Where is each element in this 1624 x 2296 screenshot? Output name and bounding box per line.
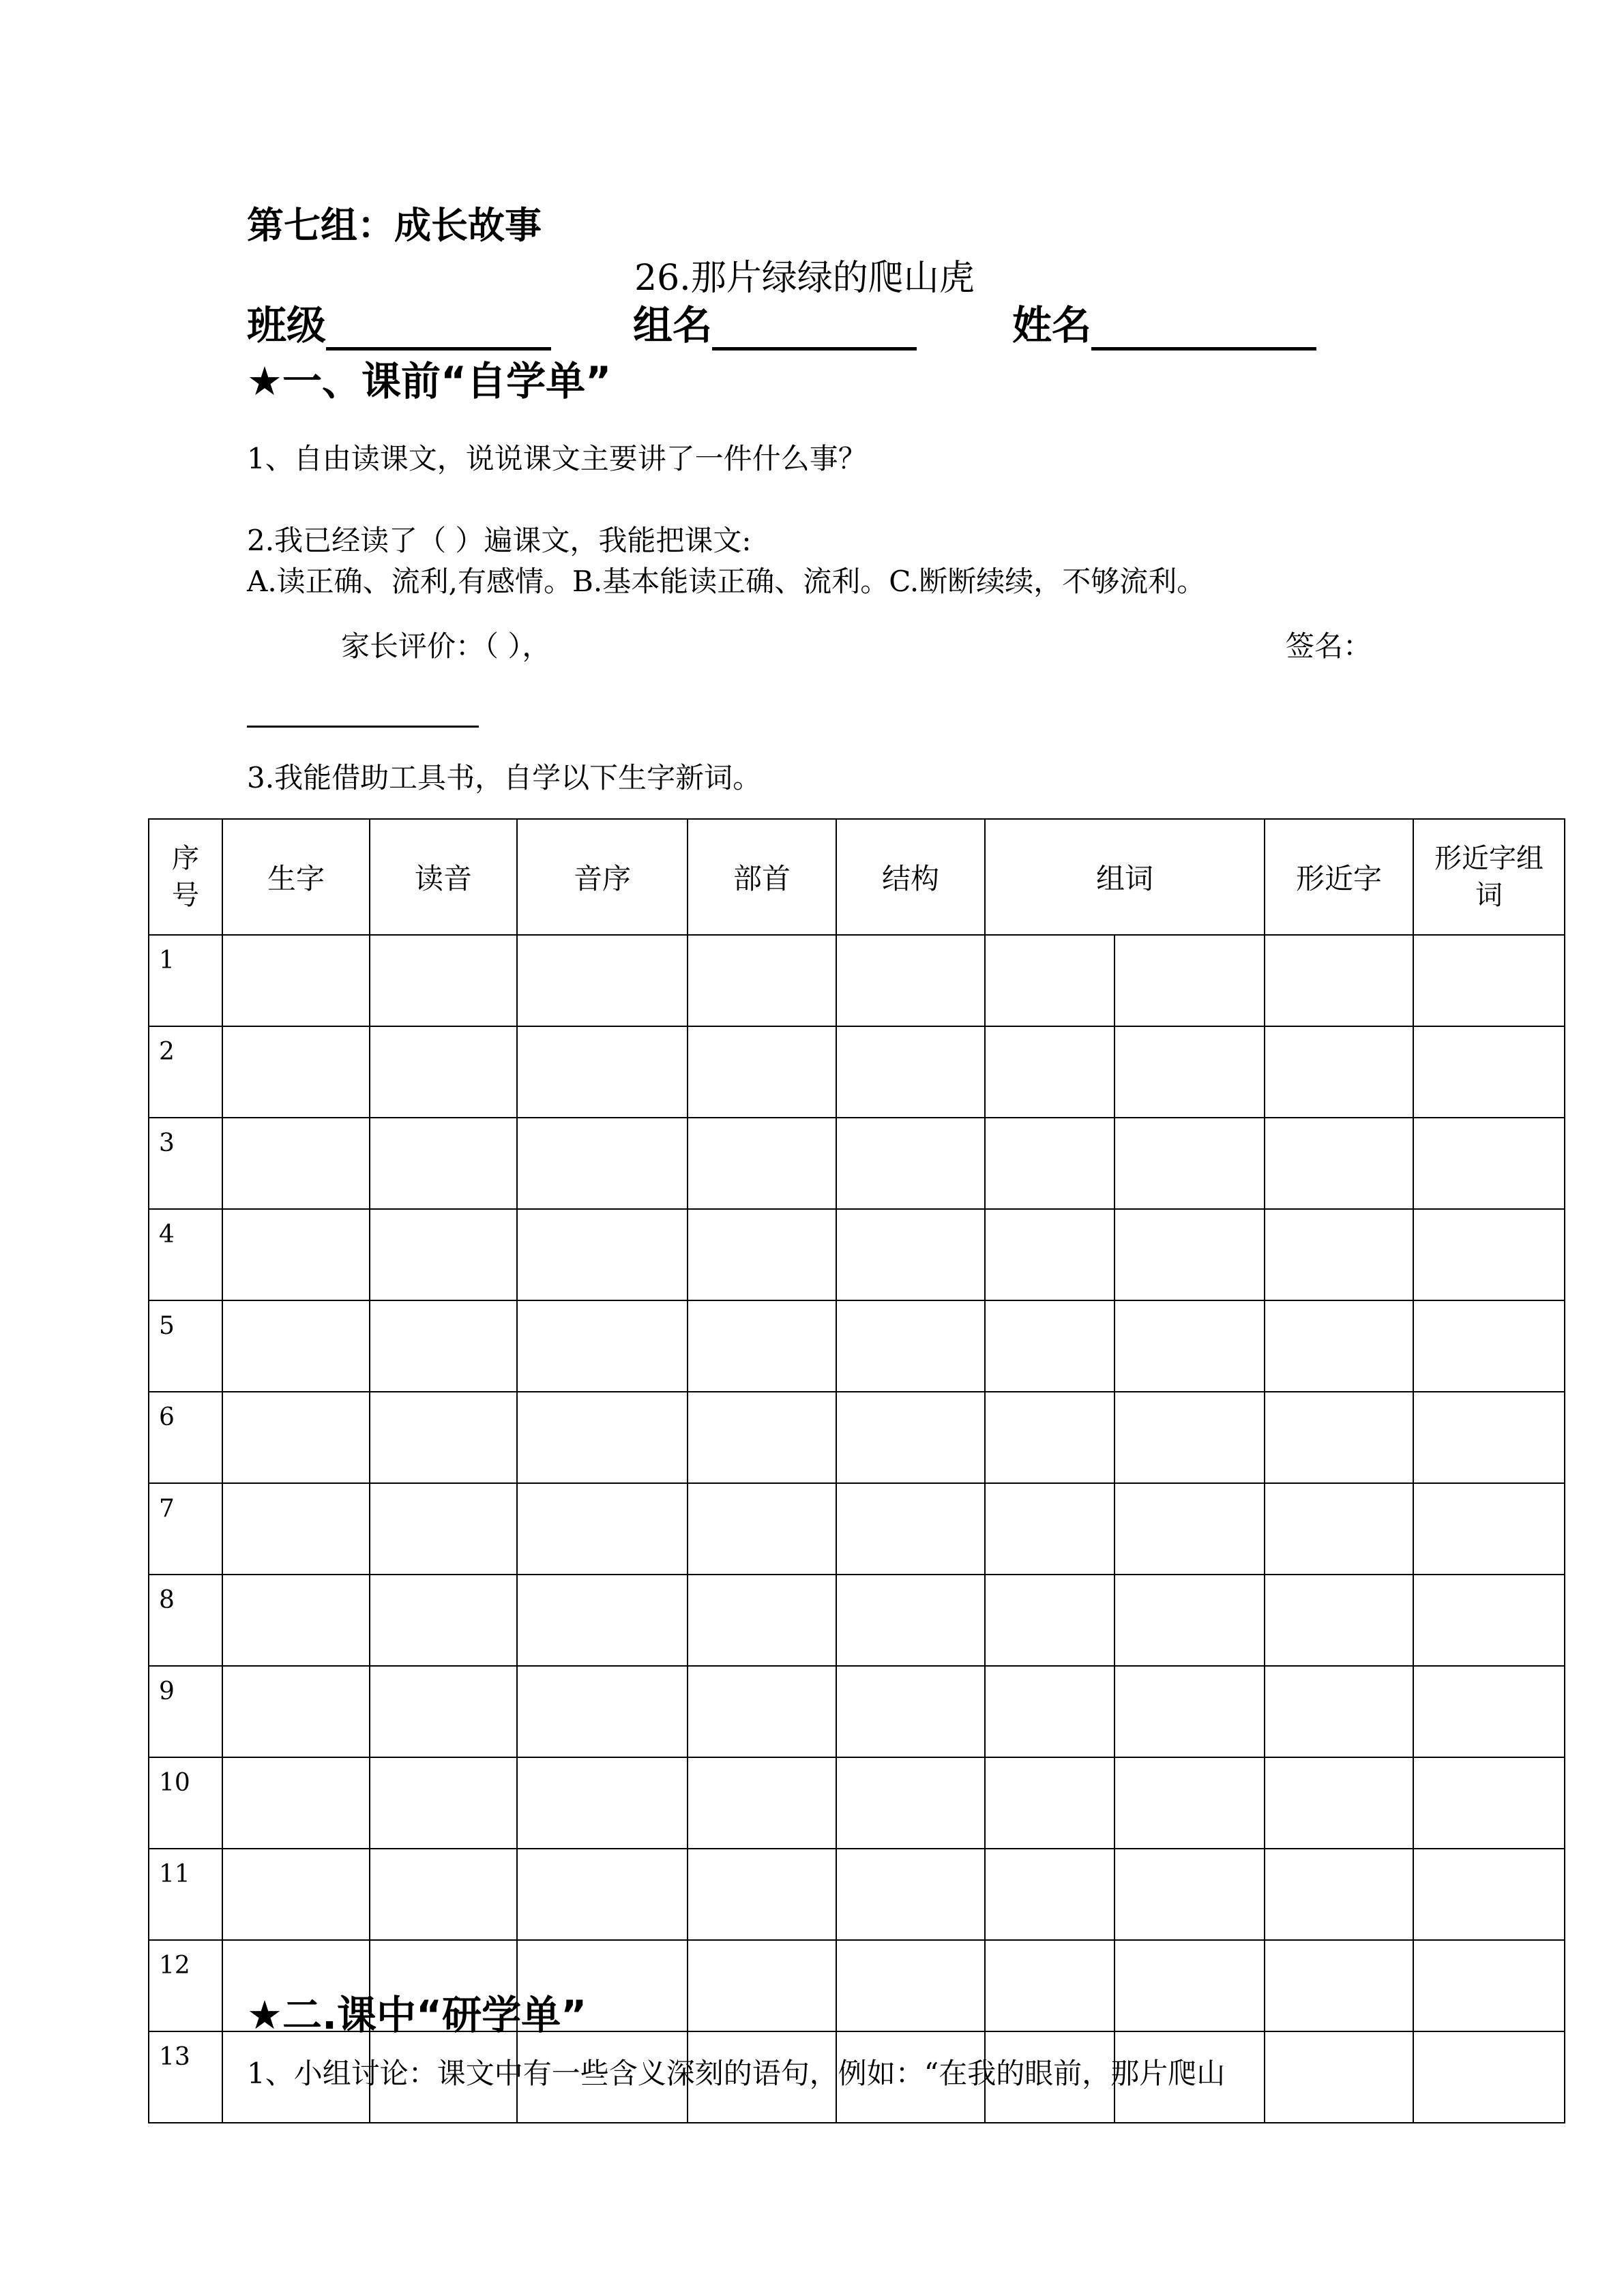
table-cell[interactable] — [1413, 2031, 1565, 2123]
table-cell[interactable] — [1413, 1940, 1565, 2031]
table-cell[interactable] — [1413, 1118, 1565, 1209]
table-cell[interactable] — [517, 1849, 688, 1940]
table-cell[interactable] — [1114, 1940, 1265, 2031]
table-cell[interactable] — [688, 1666, 836, 1757]
team-label: 组名 — [633, 302, 713, 348]
table-cell[interactable] — [1114, 1209, 1265, 1300]
table-cell[interactable] — [370, 1118, 517, 1209]
question-2: 2.我已经读了（ ）遍课文，我能把课文: — [247, 524, 752, 557]
table-cell[interactable] — [370, 1575, 517, 1666]
table-cell[interactable] — [836, 1483, 985, 1575]
table-cell[interactable] — [836, 1849, 985, 1940]
table-cell[interactable] — [985, 1575, 1114, 1666]
row-index: 5 — [149, 1300, 222, 1392]
table-cell[interactable] — [1114, 1300, 1265, 1392]
table-cell[interactable] — [836, 1026, 985, 1118]
unit-title: 第七组：成长故事 — [247, 204, 542, 247]
table-cell[interactable] — [222, 1118, 370, 1209]
row-index: 9 — [149, 1666, 222, 1757]
table-cell[interactable] — [517, 1392, 688, 1483]
table-row — [149, 1849, 1565, 1940]
table-cell[interactable] — [222, 1026, 370, 1118]
table-cell[interactable] — [1413, 1483, 1565, 1575]
table-cell[interactable] — [222, 1209, 370, 1300]
table-cell[interactable] — [985, 1666, 1114, 1757]
table-cell[interactable] — [836, 1940, 985, 2031]
table-cell[interactable] — [1413, 1300, 1565, 1392]
table-row — [149, 1118, 1565, 1209]
table-cell[interactable] — [688, 1209, 836, 1300]
class-field[interactable] — [247, 293, 551, 351]
table-cell[interactable] — [688, 1757, 836, 1849]
table-cell[interactable] — [517, 1757, 688, 1849]
table-cell[interactable] — [1114, 1118, 1265, 1209]
table-row — [149, 1392, 1565, 1483]
table-cell[interactable] — [1413, 1026, 1565, 1118]
table-cell[interactable] — [1265, 935, 1413, 1026]
table-cell[interactable] — [222, 1757, 370, 1849]
table-cell[interactable] — [1265, 1118, 1413, 1209]
table-cell[interactable] — [222, 1666, 370, 1757]
table-row — [149, 1757, 1565, 1849]
table-cell[interactable] — [1413, 1849, 1565, 1940]
table-cell[interactable] — [222, 1849, 370, 1940]
question-2-options: A.读正确、流利,有感情。B.基本能读正确、流利。C.断断续续，不够流利。 — [247, 565, 1206, 598]
header-pronunciation: 读音 — [370, 819, 517, 935]
table-cell[interactable] — [688, 1940, 836, 2031]
team-field[interactable] — [633, 293, 917, 351]
section2-heading: ★二.课中“研学单” — [247, 1992, 587, 2038]
header-phonetic-order: 音序 — [517, 819, 688, 935]
row-index: 11 — [149, 1849, 222, 1940]
table-cell[interactable] — [836, 1666, 985, 1757]
row-index: 12 — [149, 1940, 222, 2031]
table-cell[interactable] — [985, 1849, 1114, 1940]
lesson-title: 26.那片绿绿的爬山虎 — [634, 258, 975, 299]
table-cell[interactable] — [985, 935, 1114, 1026]
table-cell[interactable] — [1265, 1392, 1413, 1483]
row-index: 1 — [149, 935, 222, 1026]
table-cell[interactable] — [688, 1392, 836, 1483]
header-radical: 部首 — [688, 819, 836, 935]
table-cell[interactable] — [222, 1575, 370, 1666]
table-cell[interactable] — [1114, 1757, 1265, 1849]
table-cell[interactable] — [836, 1757, 985, 1849]
table-cell[interactable] — [688, 935, 836, 1026]
table-row — [149, 1575, 1565, 1666]
table-cell[interactable] — [688, 1118, 836, 1209]
student-info-row — [247, 293, 1316, 351]
header-index: 序号 — [149, 819, 222, 935]
table-cell[interactable] — [836, 1209, 985, 1300]
table-cell[interactable] — [370, 1209, 517, 1300]
name-label: 姓名 — [1012, 302, 1092, 348]
table-cell[interactable] — [1265, 1300, 1413, 1392]
table-cell[interactable] — [985, 1392, 1114, 1483]
row-index: 4 — [149, 1209, 222, 1300]
header-similar-character: 形近字 — [1265, 819, 1413, 935]
table-cell[interactable] — [1114, 1849, 1265, 1940]
table-cell[interactable] — [1265, 1575, 1413, 1666]
table-cell[interactable] — [370, 1026, 517, 1118]
question-1: 1、自由读课文，说说课文主要讲了一件什么事？ — [247, 442, 867, 475]
table-cell[interactable] — [1413, 1392, 1565, 1483]
table-cell[interactable] — [688, 1575, 836, 1666]
table-cell[interactable] — [1114, 1666, 1265, 1757]
table-cell[interactable] — [985, 1300, 1114, 1392]
row-index: 6 — [149, 1392, 222, 1483]
table-cell[interactable] — [985, 1118, 1114, 1209]
table-cell[interactable] — [985, 1209, 1114, 1300]
table-cell[interactable] — [985, 1757, 1114, 1849]
row-index: 13 — [149, 2031, 222, 2123]
table-cell[interactable] — [222, 935, 370, 1026]
table-cell[interactable] — [836, 1575, 985, 1666]
table-cell[interactable] — [1265, 1026, 1413, 1118]
table-cell[interactable] — [1265, 2031, 1413, 2123]
table-cell[interactable] — [370, 1849, 517, 1940]
table-row — [149, 1300, 1565, 1392]
table-cell[interactable] — [517, 935, 688, 1026]
row-index: 10 — [149, 1757, 222, 1849]
table-cell[interactable] — [517, 1575, 688, 1666]
table-row — [149, 935, 1565, 1026]
table-cell[interactable] — [1265, 1849, 1413, 1940]
header-similar-character-words: 形近字组词 — [1413, 819, 1565, 935]
table-cell[interactable] — [517, 1209, 688, 1300]
table-cell[interactable] — [1413, 1575, 1565, 1666]
class-label: 班级 — [247, 302, 327, 348]
table-cell[interactable] — [1265, 1666, 1413, 1757]
table-cell[interactable] — [1114, 1392, 1265, 1483]
table-cell[interactable] — [222, 1300, 370, 1392]
table-cell[interactable] — [1265, 1757, 1413, 1849]
table-cell[interactable] — [222, 1483, 370, 1575]
section1-heading: ★一、课前“自学单” — [247, 358, 612, 404]
table-row — [149, 1483, 1565, 1575]
table-cell[interactable] — [688, 1483, 836, 1575]
vocabulary-table — [148, 818, 1565, 2123]
table-cell[interactable] — [222, 1392, 370, 1483]
table-row — [149, 1026, 1565, 1118]
table-cell[interactable] — [1413, 1209, 1565, 1300]
table-cell[interactable] — [1114, 1575, 1265, 1666]
table-cell[interactable] — [1265, 1209, 1413, 1300]
row-index: 8 — [149, 1575, 222, 1666]
table-cell[interactable] — [688, 1300, 836, 1392]
table-cell[interactable] — [370, 1757, 517, 1849]
table-cell[interactable] — [370, 1483, 517, 1575]
table-cell[interactable] — [688, 1026, 836, 1118]
header-structure: 结构 — [836, 819, 985, 935]
table-row — [149, 1209, 1565, 1300]
table-cell[interactable] — [1114, 935, 1265, 1026]
table-cell[interactable] — [985, 1483, 1114, 1575]
table-cell[interactable] — [517, 1483, 688, 1575]
parent-evaluation: 家长评价：（ ）， — [341, 629, 551, 663]
table-cell[interactable] — [985, 1940, 1114, 2031]
table-cell[interactable] — [836, 935, 985, 1026]
table-cell[interactable] — [517, 1666, 688, 1757]
table-cell[interactable] — [1413, 935, 1565, 1026]
signature-label: 签名： — [1286, 629, 1372, 663]
table-cell[interactable] — [688, 1849, 836, 1940]
table-cell[interactable] — [517, 1118, 688, 1209]
table-cell[interactable] — [836, 1392, 985, 1483]
section2-question-1: 1、小组讨论：课文中有一些含义深刻的语句，例如：“在我的眼前，那片爬山 — [247, 2057, 1226, 2090]
row-index: 2 — [149, 1026, 222, 1118]
table-cell[interactable] — [1413, 1666, 1565, 1757]
table-cell[interactable] — [1114, 1483, 1265, 1575]
table-cell[interactable] — [370, 935, 517, 1026]
table-cell[interactable] — [1413, 1757, 1565, 1849]
table-cell[interactable] — [370, 1666, 517, 1757]
name-field[interactable] — [1012, 293, 1316, 351]
table-cell[interactable] — [370, 1300, 517, 1392]
header-character: 生字 — [222, 819, 370, 935]
table-header-row — [149, 819, 1565, 935]
table-cell[interactable] — [1265, 1940, 1413, 2031]
table-cell[interactable] — [1265, 1483, 1413, 1575]
header-word-formation: 组词 — [985, 819, 1265, 935]
table-cell[interactable] — [985, 1026, 1114, 1118]
question-3: 3.我能借助工具书，自学以下生字新词。 — [247, 761, 762, 794]
row-index: 3 — [149, 1118, 222, 1209]
table-cell[interactable] — [517, 1026, 688, 1118]
table-cell[interactable] — [836, 1300, 985, 1392]
table-cell[interactable] — [517, 1300, 688, 1392]
table-cell[interactable] — [836, 1118, 985, 1209]
signature-line[interactable] — [247, 726, 479, 728]
table-cell[interactable] — [1114, 1026, 1265, 1118]
table-cell[interactable] — [370, 1392, 517, 1483]
table-row — [149, 1666, 1565, 1757]
row-index: 7 — [149, 1483, 222, 1575]
